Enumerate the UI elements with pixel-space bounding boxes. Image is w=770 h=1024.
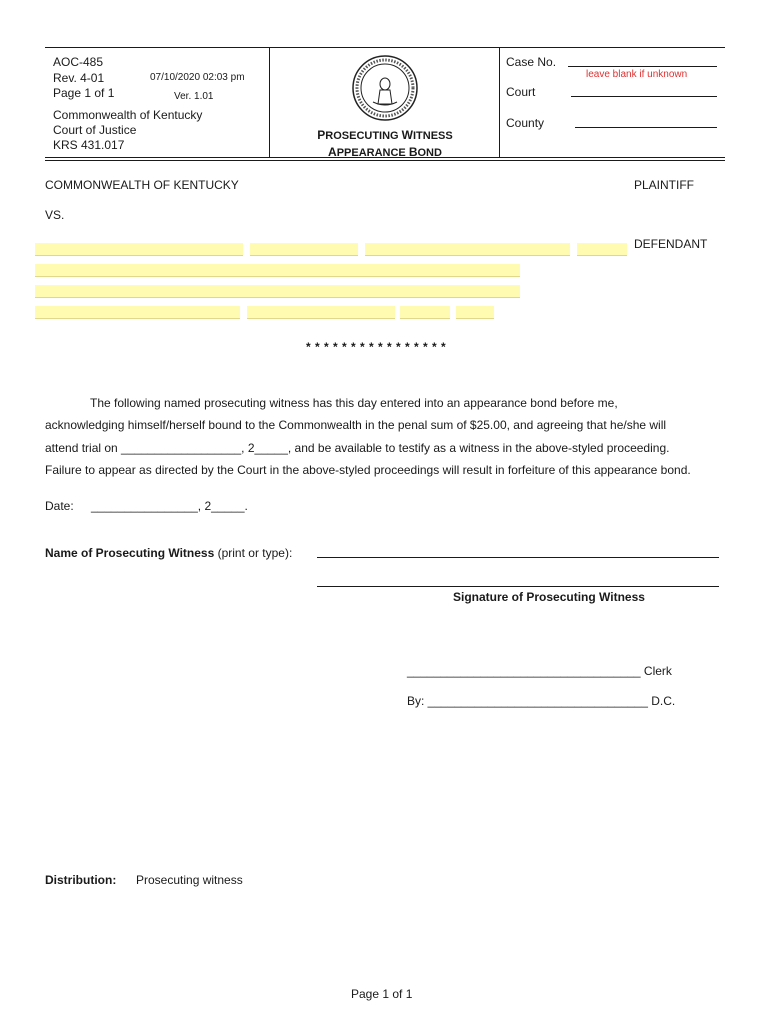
witness-name-field[interactable] xyxy=(317,557,719,558)
defendant-middle-name-field[interactable] xyxy=(250,243,358,256)
body-line-4: Failure to appear as directed by the Court in the above-styled proceedings will result in forfeiture of this appearance bond. xyxy=(45,463,691,477)
header-top-rule xyxy=(45,47,725,48)
defendant-address-line-2-field[interactable] xyxy=(35,285,520,298)
witness-name-label xyxy=(45,546,292,560)
header-divider-right xyxy=(499,47,500,157)
case-no-label: Case No. xyxy=(506,55,557,69)
court-label: Court xyxy=(506,85,536,99)
form-number: AOC-485 xyxy=(53,55,104,69)
defendant-first-name-field[interactable] xyxy=(35,243,243,256)
date-field[interactable]: ________________, 2_____. xyxy=(91,499,248,513)
header-divider-left xyxy=(269,47,270,157)
krs-label: KRS 431.017 xyxy=(53,138,125,152)
form-title: PROSECUTING WITNESS APPEARANCE BOND xyxy=(317,128,453,159)
separator-stars: * * * * * * * * * * * * * * * * xyxy=(306,340,447,354)
page-number-footer: Page 1 of 1 xyxy=(351,987,413,1001)
defendant-address-line-1-field[interactable] xyxy=(35,264,520,277)
county-label: County xyxy=(506,116,545,130)
body-line-1: The following named prosecuting witness has this day entered into an appearance bond before me, xyxy=(90,396,618,410)
date-label: Date: xyxy=(45,499,74,513)
kentucky-seal-icon xyxy=(351,54,419,122)
form-page: Page 1 of 1 xyxy=(53,86,115,100)
distribution-label: Distribution: xyxy=(45,873,117,887)
defendant-suffix-field[interactable] xyxy=(577,243,627,256)
case-no-field[interactable] xyxy=(568,66,717,67)
deputy-clerk-signature-line[interactable]: By: _________________________________ D.C. xyxy=(407,694,676,708)
body-line-2: acknowledging himself/herself bound to the Commonwealth in the penal sum of $25.00, and agreeing that he/she will xyxy=(45,418,667,432)
witness-name-label-rest: (print or type): xyxy=(214,546,293,560)
commonwealth-label: Commonwealth of Kentucky xyxy=(53,108,203,122)
defendant-zip-field[interactable] xyxy=(400,306,450,319)
court-of-justice-label: Court of Justice xyxy=(53,123,137,137)
defendant-label: DEFENDANT xyxy=(634,237,708,251)
form-timestamp: 07/10/2020 02:03 pm xyxy=(150,72,245,83)
defendant-state-field[interactable] xyxy=(247,306,395,319)
witness-name-label-bold: Name of Prosecuting Witness xyxy=(45,546,215,560)
defendant-last-name-field[interactable] xyxy=(365,243,570,256)
county-field[interactable] xyxy=(575,127,717,128)
form-version: Ver. 1.01 xyxy=(174,91,214,102)
court-field[interactable] xyxy=(571,96,717,97)
form-revision: Rev. 4-01 xyxy=(53,71,105,85)
witness-signature-label: Signature of Prosecuting Witness xyxy=(453,590,645,604)
body-line-3: attend trial on __________________, 2_____, and be available to testify as a witness in the above-styled proceeding. xyxy=(45,441,670,455)
witness-signature-line[interactable] xyxy=(317,586,719,587)
versus-label: VS. xyxy=(45,208,65,222)
plaintiff-name: COMMONWEALTH OF KENTUCKY xyxy=(45,178,239,192)
defendant-zip-ext-field[interactable] xyxy=(456,306,494,319)
distribution-value: Prosecuting witness xyxy=(136,873,243,887)
clerk-signature-line[interactable]: ___________________________________ Clerk xyxy=(407,664,672,678)
case-no-hint: leave blank if unknown xyxy=(586,69,688,80)
plaintiff-label: PLAINTIFF xyxy=(634,178,695,192)
defendant-city-field[interactable] xyxy=(35,306,240,319)
